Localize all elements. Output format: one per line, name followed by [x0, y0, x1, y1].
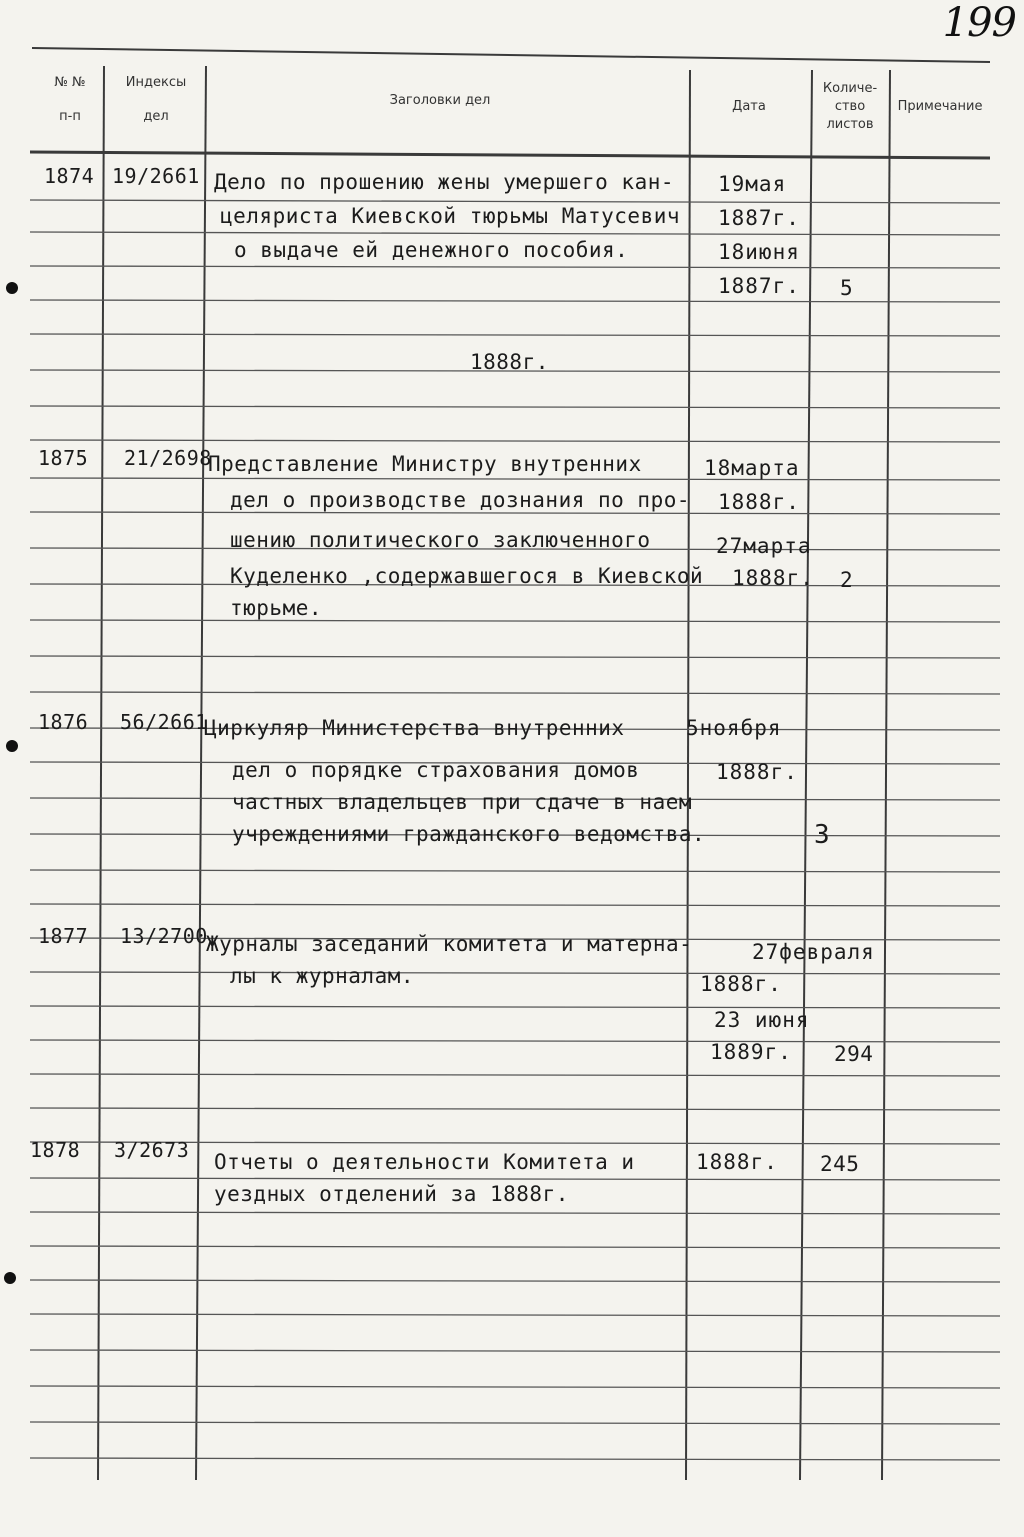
record-date-line: 1888г. — [732, 566, 814, 590]
record-title-line: Отчеты о деятельности Комитета и — [214, 1150, 635, 1174]
header-count-line3: листов — [826, 117, 874, 132]
record-date-line: 18июня — [718, 240, 800, 264]
header-count-line1: Количе- — [822, 81, 878, 96]
record-number: 1878 — [30, 1138, 81, 1162]
record-number: 1876 — [38, 710, 89, 734]
record-title-line: дел о порядке страхования домов — [232, 758, 640, 782]
record-title-line: о выдаче ей денежного пособия. — [234, 238, 629, 262]
page-number: 199 — [942, 0, 1016, 46]
record-index: 21/2698 — [124, 446, 212, 470]
record-index: 3/2673 — [114, 1138, 190, 1162]
header-date: Дата — [732, 99, 766, 114]
header-note: Примечание — [897, 99, 983, 114]
record-sheets: 5 — [840, 276, 854, 300]
record-date-line: 23 июня — [714, 1008, 810, 1032]
header-index — [108, 70, 204, 130]
record-title-line: целяриста Киевской тюрьмы Матусевич — [220, 204, 681, 228]
record-index: 19/2661 — [112, 164, 200, 188]
record-date-line: 1889г. — [710, 1040, 792, 1064]
record-title-line: шению политического заключенного — [230, 528, 651, 552]
record-title-line: лы к журналам. — [230, 964, 415, 988]
record-date-line: 1888г. — [696, 1150, 778, 1174]
header-count-line2: ство — [834, 99, 866, 114]
record-sheets: 294 — [834, 1042, 874, 1066]
record-date-line: 1887г. — [718, 274, 800, 298]
record-date-line: 5ноября — [686, 716, 782, 740]
record-title-line: Журналы заседаний комитета и матерна- — [206, 932, 693, 956]
record-date-line: 27февраля — [752, 940, 875, 964]
header-number-line2: п-п — [59, 109, 81, 124]
header-index-line2: дел — [143, 109, 169, 124]
record-date-line: 1888г. — [716, 760, 798, 784]
record-date-line: 27марта — [716, 534, 812, 558]
record-extra-note: 1888г. — [470, 350, 549, 374]
record-title-line: уездных отделений за 1888г. — [214, 1182, 569, 1206]
record-title-line: частных владельцев при сдаче в наем — [232, 790, 693, 814]
record-title-line: Циркуляр Министерства внутренних — [204, 716, 625, 740]
header-title: Заголовки дел — [389, 93, 491, 108]
record-index: 13/2700 — [120, 924, 208, 948]
record-date-line: 1887г. — [718, 206, 800, 230]
record-title-line: Представление Министру внутренних — [208, 452, 642, 476]
record-number: 1874 — [44, 164, 95, 188]
record-title-line: Куделенко ,содержавшегося в Киевской — [230, 564, 704, 588]
record-title-line: тюрьме. — [230, 596, 323, 620]
record-sheets: 245 — [820, 1152, 860, 1176]
header-count — [812, 80, 888, 134]
record-number: 1877 — [38, 924, 89, 948]
header-number — [38, 70, 102, 130]
record-sheets: 3 — [814, 820, 831, 850]
record-date-line: 1888г. — [700, 972, 782, 996]
record-title-line: дел о производстве дознания по про- — [230, 488, 691, 512]
header-number-line1: № № — [54, 75, 86, 90]
record-date-line: 19мая — [718, 172, 787, 196]
header-index-line1: Индексы — [125, 75, 187, 90]
record-title-line: Дело по прошению жены умершего кан- — [214, 170, 675, 194]
record-index: 56/2661 — [120, 710, 208, 734]
record-title-line: учреждениями гражданского ведомства. — [232, 822, 706, 846]
record-date-line: 1888г. — [718, 490, 800, 514]
record-number: 1875 — [38, 446, 89, 470]
record-date-line: 18марта — [704, 456, 800, 480]
record-sheets: 2 — [840, 568, 854, 592]
